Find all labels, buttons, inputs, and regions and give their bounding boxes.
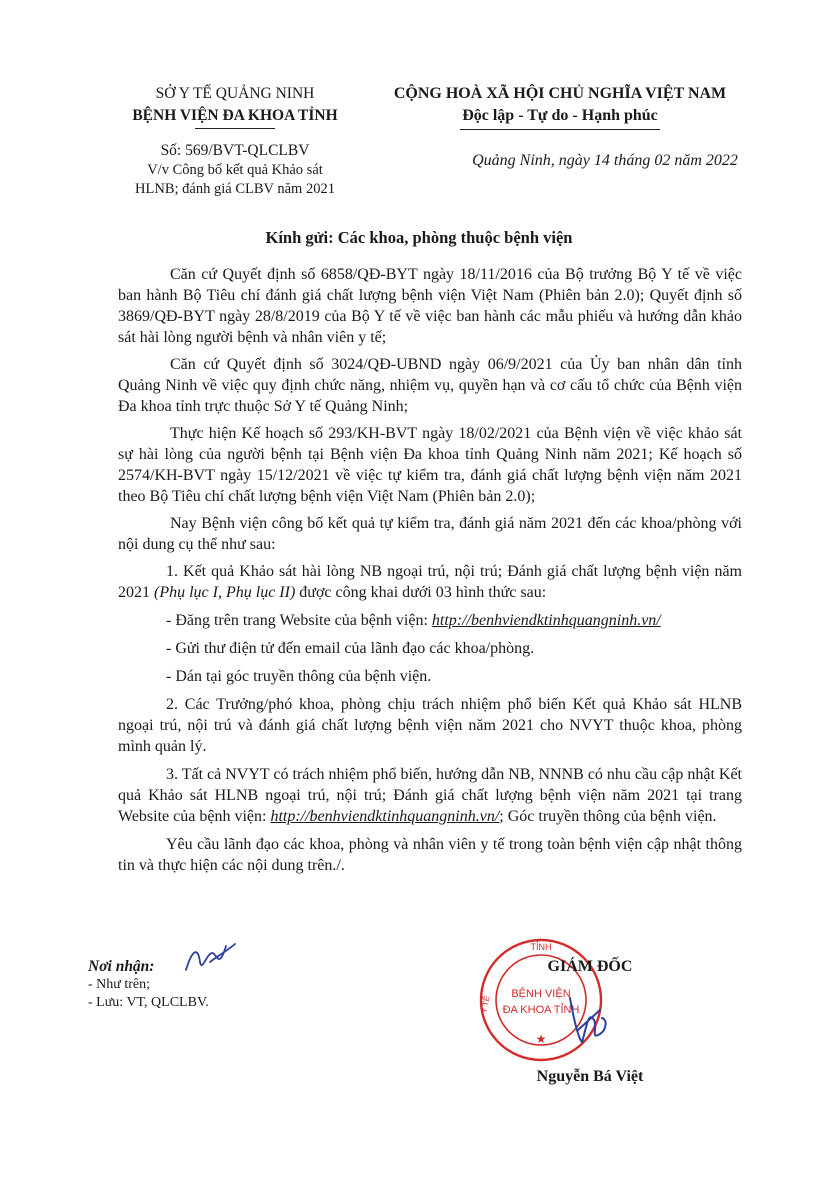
website-link-2[interactable]: http://benhviendktinhquangninh.vn/	[270, 808, 500, 825]
item-1	[118, 561, 742, 603]
bullet-email: - Gửi thư điện tử đến email của lãnh đạo các khoa/phòng.	[166, 640, 535, 657]
place-date: Quảng Ninh, ngày 14 tháng 02 năm 2022	[472, 152, 738, 169]
bullet-notice-board: - Dán tại góc truyền thông của bệnh viện.	[166, 668, 432, 685]
recipients-title: Nơi nhận:	[88, 958, 155, 975]
nation-motto: Độc lập - Tự do - Hạnh phúc	[462, 107, 658, 124]
item-3-text: 3. Tất cả NVYT có trách nhiệm phổ biến, hướng dẫn NB, NNNB có nhu cầu cập nhật Kết quả Khảo sát HLNB ngoại trú, nội trú; Đánh giá chất lượng bệnh viện năm 2021 tại trang Website của bệnh viện:	[118, 766, 742, 825]
item-1-text: 1. Kết quả Khảo sát hài lòng NB ngoại trú, nội trú; Đánh giá chất lượng bệnh viện năm 2021	[118, 563, 742, 601]
paragraph-plans: Thực hiện Kế hoạch số 293/KH-BVT ngày 18/02/2021 của Bệnh viện về việc khảo sát sự hài lòng của người bệnh tại Bệnh viện Đa khoa tỉnh Quảng Ninh năm 2021; Kế hoạch số 2574/KH-BVT ngày 15/12/2021 về việc tự kiểm tra, đánh giá chất lượng bệnh viện năm 2021 theo Bộ Tiêu chí chất lượng bệnh viện Việt Nam (Phiên bản 2.0);	[118, 425, 742, 505]
paragraph-legal-basis-2: Căn cứ Quyết định số 3024/QĐ-UBND ngày 06/9/2021 của Ủy ban nhân dân tỉnh Quảng Ninh về việc quy định chức năng, nhiệm vụ, quyền hạn và cơ cấu tổ chức của Bệnh viện Đa khoa tỉnh trực thuộc Sở Y tế Quảng Ninh;	[118, 356, 742, 415]
subject-line-1: V/v Công bố kết quả Khảo sát	[147, 162, 323, 178]
paragraph-announcement: Nay Bệnh viện công bố kết quả tự kiểm tra, đánh giá năm 2021 đến các khoa/phòng với nội dung cụ thể như sau:	[118, 515, 742, 553]
reference-number: Số: 569/BVT-QLCLBV	[160, 142, 310, 159]
document-reference	[90, 141, 380, 199]
signature-mark	[560, 990, 615, 1050]
nation-name: CỘNG HOÀ XÃ HỘI CHỦ NGHĨA VIỆT NAM	[393, 85, 727, 102]
initials-mark	[180, 940, 238, 978]
bullet-website-text: - Đăng trên trang Website của bệnh viện:	[166, 612, 432, 629]
org-parent: SỞ Y TẾ QUẢNG NINH	[155, 85, 315, 102]
signer-name: Nguyễn Bá Việt	[536, 1068, 644, 1085]
item-3-end: ; Góc truyền thông của bệnh viện.	[499, 808, 717, 825]
document-body	[118, 264, 742, 883]
stamp-top-text: TỈNH	[530, 942, 552, 952]
recipient-1: - Như trên;	[88, 977, 151, 992]
stamp-center-line-1: BỆNH VIỆN	[511, 988, 571, 1000]
salutation: Kính gửi: Các khoa, phòng thuộc bệnh viện	[265, 228, 573, 247]
issuing-organization	[90, 83, 380, 129]
signer-title: GIÁM ĐỐC	[547, 958, 633, 975]
paragraph-legal-basis-1: Căn cứ Quyết định số 6858/QĐ-BYT ngày 18/11/2016 của Bộ trưởng Bộ Y tế về việc ban hành Bộ Tiêu chí đánh giá chất lượng bệnh viện Việt Nam (Phiên bản 2.0); Quyết định số 3869/QĐ-BYT ngày 28/8/2019 của Bộ Y tế về việc ban hành các mẫu phiếu và hướng dẫn khảo sát hài lòng người bệnh và nhân viên y tế;	[118, 266, 742, 346]
item-1-appendix: (Phụ lục I, Phụ lục II)	[154, 584, 296, 601]
item-2: 2. Các Trưởng/phó khoa, phòng chịu trách nhiệm phổ biến Kết quả Khảo sát HLNB ngoại trú, nội trú và đánh giá chất lượng bệnh viện năm 2021 cho NVYT thuộc khoa, phòng mình quản lý.	[118, 696, 742, 755]
national-header	[380, 83, 740, 130]
motto-underline	[460, 129, 660, 130]
item-3	[118, 764, 742, 827]
item-1-end: được công khai dưới 03 hình thức sau:	[295, 584, 547, 601]
stamp-star-icon: ★	[535, 1032, 547, 1046]
stamp-center-line-2: ĐA KHOA TỈNH	[502, 1004, 580, 1016]
website-link[interactable]: http://benhviendktinhquangninh.vn/	[431, 612, 661, 629]
closing-paragraph: Yêu cầu lãnh đạo các khoa, phòng và nhân viên y tế trong toàn bệnh viện cập nhật thông tin và thực hiện các nội dung trên./.	[118, 836, 742, 874]
org-name: BỆNH VIỆN ĐA KHOA TỈNH	[132, 107, 338, 124]
bullet-website	[118, 610, 742, 631]
recipient-2: - Lưu: VT, QLCLBV.	[88, 995, 209, 1010]
org-underline	[195, 128, 275, 129]
stamp-side-text: Y TẾ	[479, 995, 492, 1014]
subject-line-2: HLNB; đánh giá CLBV năm 2021	[135, 181, 335, 197]
